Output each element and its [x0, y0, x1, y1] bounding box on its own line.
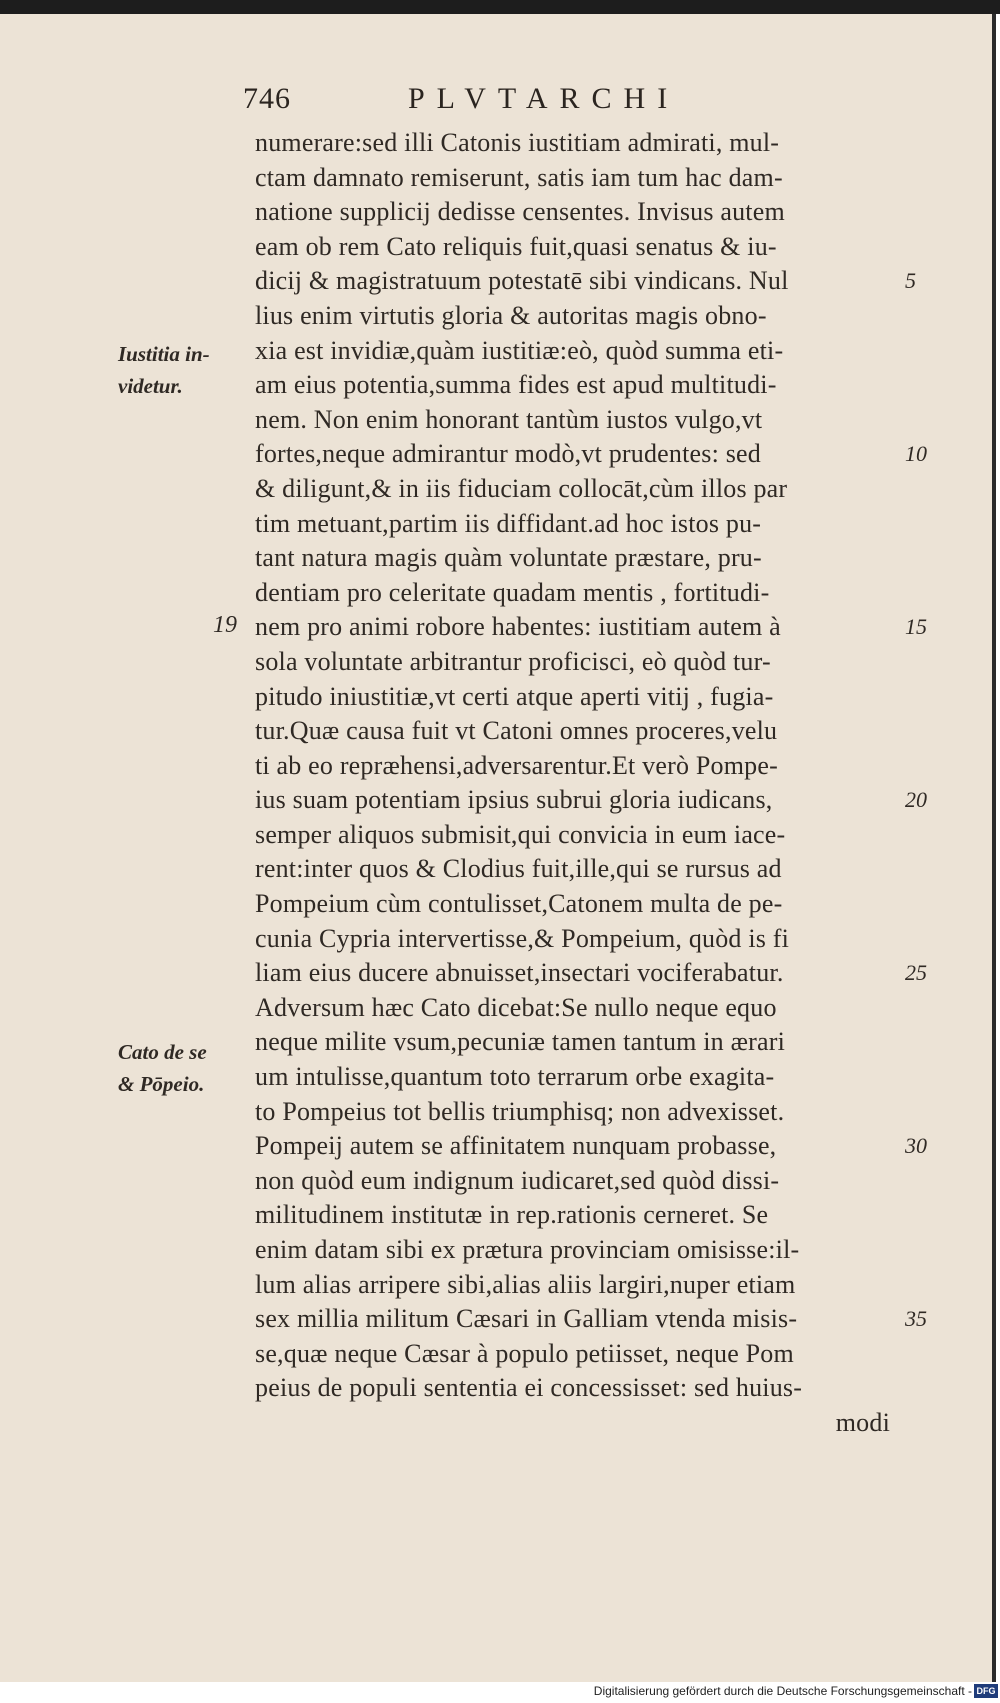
- running-title: PLVTARCHI: [408, 82, 680, 115]
- text-line: um intulisse,quantum toto terrarum orbe exagita-: [255, 1062, 775, 1092]
- page-number: 746: [243, 82, 291, 115]
- text-line: militudinem institutæ in rep.rationis cerneret. Se: [255, 1200, 769, 1230]
- text-line: ctam damnato remiserunt, satis iam tum hac dam-: [255, 162, 783, 192]
- text-line: pitudo iniustitiæ,vt certi atque aperti vitij , fugia-: [255, 681, 774, 711]
- text-line: nem pro animi robore habentes: iustitiam autem à: [255, 612, 781, 642]
- text-line: tant natura magis quàm voluntate præstare, pru-: [255, 543, 762, 573]
- text-line: ti ab eo repræhensi,adversarentur.Et verò Pompe-: [255, 750, 778, 780]
- page-header: [243, 82, 763, 122]
- text-line: sex millia militum Cæsari in Galliam vtenda misis-: [255, 1304, 798, 1334]
- line-number: 20: [905, 787, 927, 813]
- marginal-note-cato: Cato de se & Pōpeio.: [118, 1040, 207, 1096]
- text-line: ius suam potentiam ipsius subrui gloria iudicans,: [255, 785, 773, 815]
- text-line: lius enim virtutis gloria & autoritas magis obno-: [255, 300, 767, 330]
- text-line: Adversum hæc Cato dicebat:Se nullo neque equo: [255, 992, 777, 1022]
- text-line: fortes,neque admirantur modò,vt prudentes: sed: [255, 439, 761, 469]
- text-line: sola voluntate arbitrantur proficisci, eò quòd tur-: [255, 646, 771, 676]
- text-line: dicij & magistratuum potestatē sibi vindicans. Nul: [255, 266, 789, 296]
- line-number: 5: [905, 268, 916, 294]
- line-number: 10: [905, 441, 927, 467]
- text-line: tim metuant,partim iis diffidant.ad hoc istos pu-: [255, 508, 762, 538]
- footer-bar: [0, 1682, 1000, 1703]
- body-text: [255, 126, 905, 1441]
- text-line: enim datam sibi ex prætura provinciam omisisse:il-: [255, 1235, 800, 1264]
- inner-margin-mark: 19: [213, 612, 237, 638]
- text-line: natione supplicij dedisse censentes. Invisus autem: [255, 197, 785, 227]
- text-line: dentiam pro celeritate quadam mentis , fortitudi-: [255, 577, 770, 607]
- text-line: peius de populi sententia ei concessisset: sed huius-: [255, 1373, 803, 1403]
- line-number: 35: [905, 1306, 927, 1332]
- text-line: liam eius ducere abnuisset,insectari vociferabatur.: [255, 958, 784, 988]
- text-line: nem. Non enim honorant tantùm iustos vulgo,vt: [255, 404, 763, 434]
- marginal-note-iustitia: Iustitia in- videtur.: [118, 342, 210, 398]
- text-line: eam ob rem Cato reliquis fuit,quasi senatus & iu-: [255, 231, 777, 261]
- text-line: Pompeium cùm contulisset,Catonem multa de pe-: [255, 889, 783, 919]
- line-number: 15: [905, 614, 927, 640]
- text-line: to Pompeius tot bellis triumphisq; non advexisset.: [255, 1096, 785, 1126]
- scan-top-border: [0, 0, 1000, 14]
- line-number: 30: [905, 1133, 927, 1159]
- text-line: semper aliquos submisit,qui convicia in eum iace-: [255, 819, 786, 849]
- text-line: numerare:sed illi Catonis iustitiam admirati, mul-: [255, 128, 780, 157]
- text-line: & diligunt,& in iis fiduciam collocāt,cùm illos par: [255, 473, 788, 503]
- dfg-logo-icon: DFG: [974, 1684, 998, 1698]
- text-line: xia est invidiæ,quàm iustitiæ:eò, quòd summa eti-: [255, 335, 784, 365]
- text-line: modi: [835, 1407, 890, 1437]
- text-line: tur.Quæ causa fuit vt Catoni omnes proceres,velu: [255, 716, 778, 746]
- text-line: se,quæ neque Cæsar à populo petiisset, neque Pom: [255, 1338, 794, 1368]
- line-number: 25: [905, 960, 927, 986]
- text-line: non quòd eum indignum iudicaret,sed quòd dissi-: [255, 1165, 780, 1195]
- text-line: neque milite vsum,pecuniæ tamen tantum in ærari: [255, 1027, 786, 1057]
- text-line: lum alias arripere sibi,alias aliis largiri,nuper etiam: [255, 1269, 796, 1299]
- text-line: am eius potentia,summa fides est apud multitudi-: [255, 370, 777, 400]
- footer-credit: Digitalisierung gefördert durch die Deutsche Forschungsgemeinschaft -: [593, 1684, 972, 1698]
- text-line: rent:inter quos & Clodius fuit,ille,qui se rursus ad: [255, 854, 782, 884]
- text-line: Pompeij autem se affinitatem nunquam probasse,: [255, 1131, 777, 1161]
- text-line: cunia Cypria intervertisse,& Pompeium, quòd is fi: [255, 923, 790, 953]
